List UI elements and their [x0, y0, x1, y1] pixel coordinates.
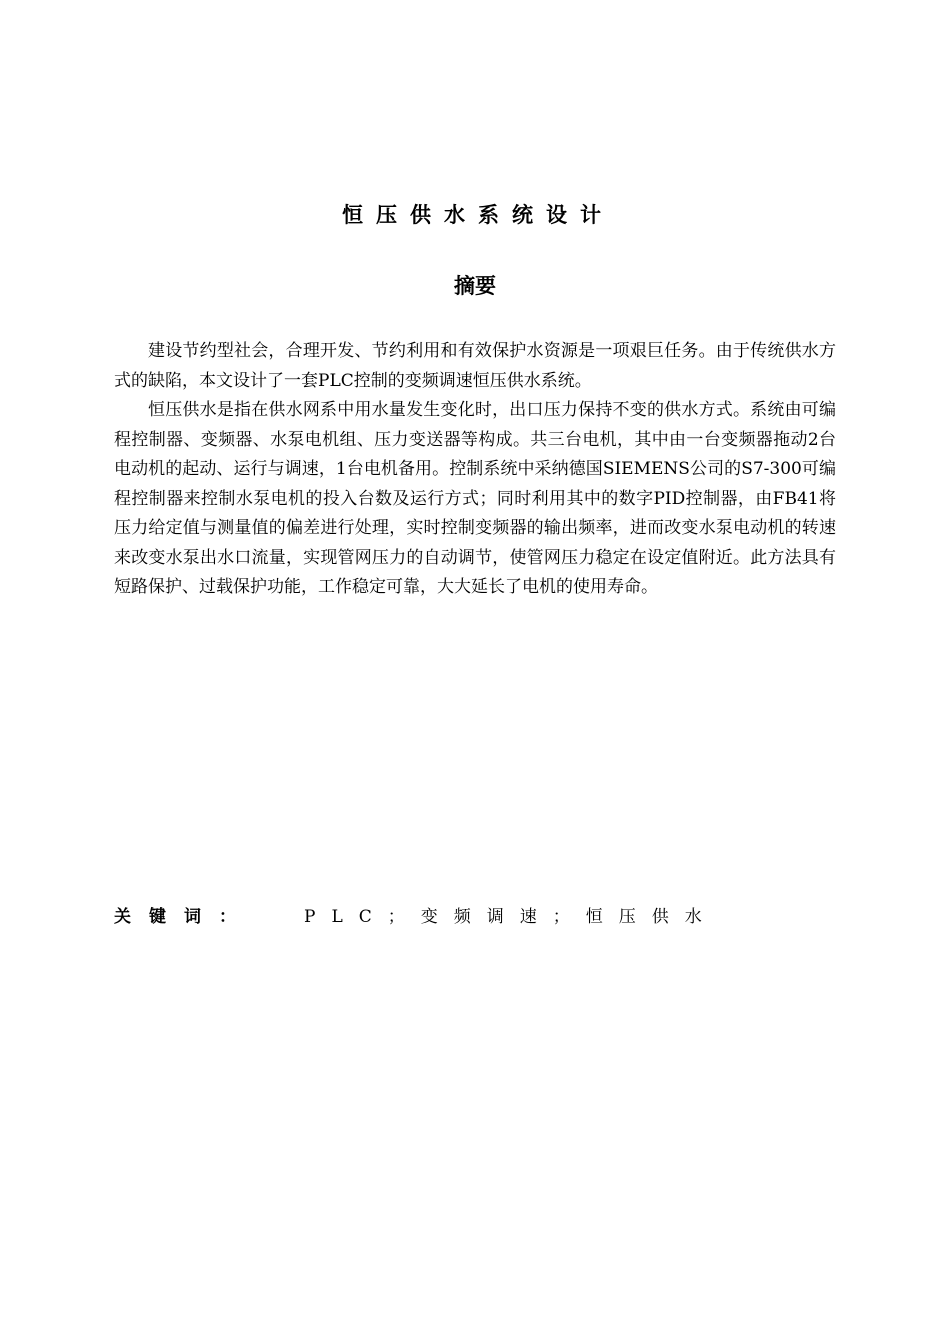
document-title: 恒压供水系统设计	[342, 203, 614, 227]
abstract-body	[114, 337, 836, 603]
keywords-label: 关键词：	[114, 907, 254, 927]
keywords-line	[114, 903, 836, 931]
abstract-paragraph-2: 恒压供水是指在供水网系中用水量发生变化时，出口压力保持不变的供水方式。系统由可编程控制器、变频器、水泵电机组、压力变送器等构成。共三台电机，其中由一台变频器拖动2台电动机的起动、运行与调速，1台电机备用。控制系统中采纳德国SIEMENS公司的S7-300可编程控制器来控制水泵电机的投入台数及运行方式；同时利用其中的数字PID控制器，由FB41将压力给定值与测量值的偏差进行处理，实时控制变频器的输出频率，进而改变水泵电动机的转速来改变水泵出水口流量，实现管网压力的自动调节，使管网压力稳定在设定值附近。此方法具有短路保护、过载保护功能，工作稳定可靠，大大延长了电机的使用寿命。	[114, 400, 836, 597]
abstract-paragraph-1: 建设节约型社会，合理开发、节约利用和有效保护水资源是一项艰巨任务。由于传统供水方式的缺陷，本文设计了一套PLC控制的变频调速恒压供水系统。	[114, 341, 836, 391]
abstract-heading: 摘要	[454, 274, 496, 298]
keywords-values: PLC；变频调速；恒压供水	[304, 907, 718, 927]
